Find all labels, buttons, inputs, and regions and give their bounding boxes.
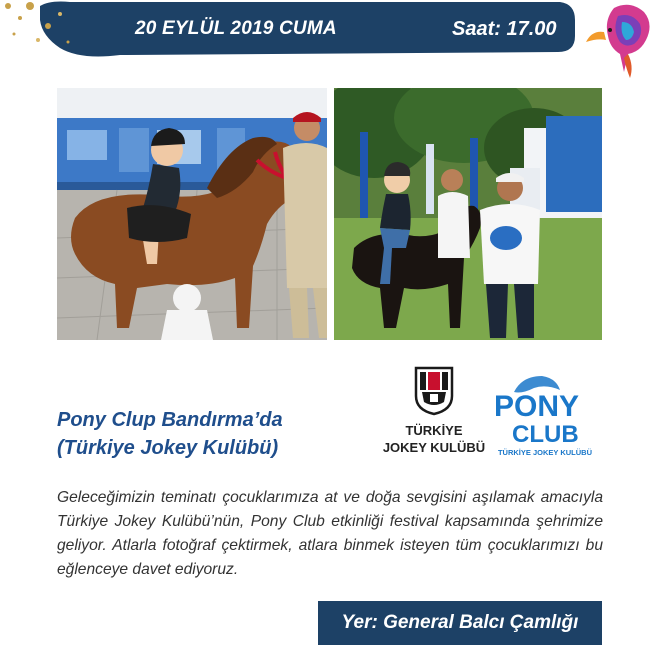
event-location: Yer: General Balcı Çamlığı — [318, 601, 602, 645]
club-word: CLUB — [512, 421, 579, 448]
tjk-logo — [380, 366, 488, 466]
event-title — [57, 406, 387, 462]
event-title-line2: (Türkiye Jokey Kulübü) — [57, 437, 279, 459]
tjk-crest-icon — [414, 366, 454, 416]
event-date: 20 EYLÜL 2019 CUMA — [135, 18, 337, 39]
tjk-name-line2: JOKEY KULÜBÜ — [382, 440, 486, 455]
header-banner — [0, 0, 580, 60]
photo-child-on-pony-left — [57, 88, 327, 340]
pony-word: PONY — [494, 390, 580, 423]
photo-child-on-pony-right — [334, 88, 602, 340]
pony-club-logo — [486, 372, 604, 464]
event-title-line1: Pony Clup Bandırma’da — [57, 409, 283, 431]
tjk-name-line1: TÜRKİYE — [405, 423, 463, 438]
pony-club-wordmark — [486, 372, 604, 448]
pony-club-subtitle: TÜRKİYE JOKEY KULÜBÜ — [497, 448, 593, 457]
event-description: Geleceğimizin teminatı çocuklarımıza at ve doğa sevgisini aşılamak amacıyla Türkiye Jokey Kulübü’nün, Pony Club etkinliği festival kapsamında şehrimize geliyor. Atlarla fotoğraf çektirmek, atlara binmek isteyen tüm çocuklarımızı bu eğlenceye davet ediyoruz. — [57, 489, 603, 578]
event-time: Saat: 17.00 — [452, 18, 557, 40]
hummingbird-illustration — [584, 2, 656, 80]
